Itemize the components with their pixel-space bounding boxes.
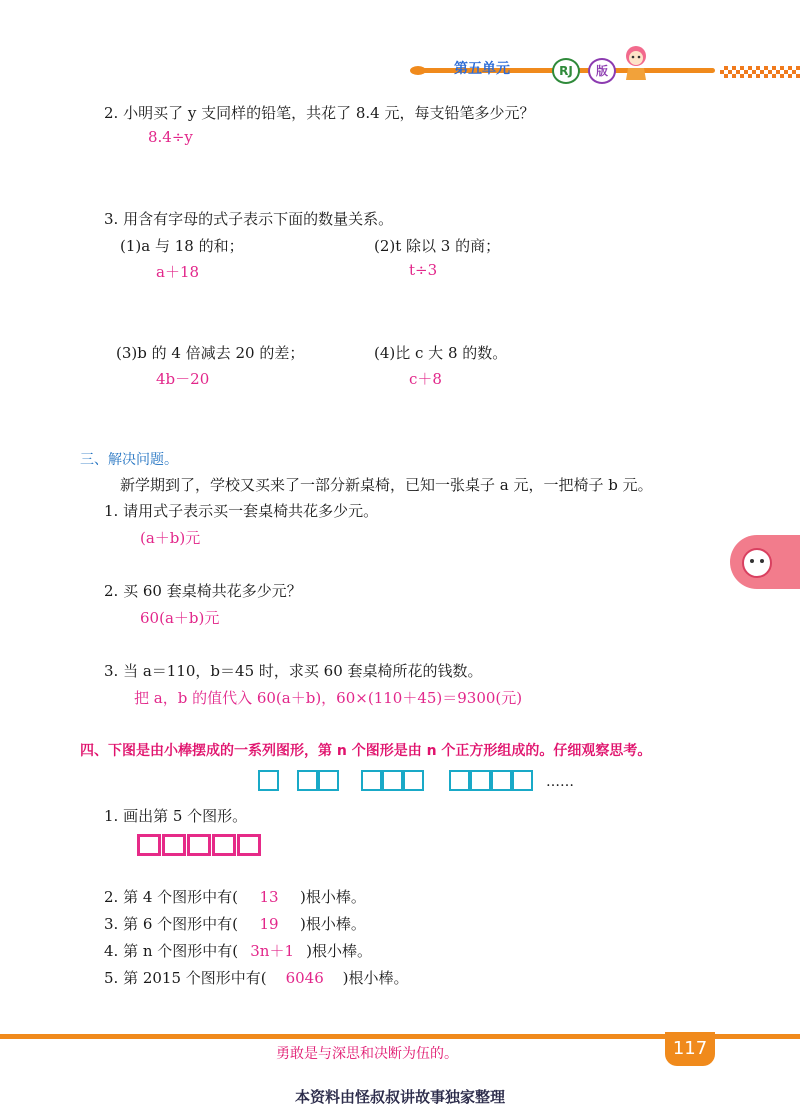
sequence-ellipsis: …… bbox=[546, 774, 574, 790]
page-number: 117 bbox=[665, 1032, 715, 1066]
edition-badge-rj: RJ bbox=[552, 58, 580, 84]
edition-badge-ban: 版 bbox=[588, 58, 616, 84]
q2-suffix: )根小棒。 bbox=[300, 888, 366, 906]
s3-answer-1: (a＋b)元 bbox=[140, 529, 201, 547]
s3-question-2: 2. 买 60 套桌椅共花多少元？ bbox=[104, 582, 302, 600]
subq-1: (1)a 与 18 的和； bbox=[120, 237, 244, 255]
s4-question-3 bbox=[104, 913, 366, 934]
q4-suffix: )根小棒。 bbox=[306, 942, 372, 960]
s3-answer-2: 60(a＋b)元 bbox=[140, 609, 220, 627]
q2-answer: 13 bbox=[259, 888, 279, 906]
q3-suffix: )根小棒。 bbox=[300, 915, 366, 933]
header-checker-pattern bbox=[720, 66, 800, 78]
subans-4: c＋8 bbox=[409, 370, 442, 388]
s3-question-3: 3. 当 a＝110，b＝45 时，求买 60 套桌椅所花的钱数。 bbox=[104, 662, 483, 680]
q5-answer: 6046 bbox=[285, 969, 324, 987]
mascot-icon bbox=[616, 42, 656, 82]
q4-answer: 3n＋1 bbox=[250, 942, 295, 960]
section-3-title: 三、解决问题。 bbox=[80, 452, 178, 468]
q3-prefix: 3. 第 6 个图形中有( bbox=[104, 915, 239, 933]
subq-3: (3)b 的 4 倍减去 20 的差； bbox=[116, 344, 305, 362]
subq-4: (4)比 c 大 8 的数。 bbox=[374, 344, 508, 362]
q4-prefix: 4. 第 n 个图形中有( bbox=[104, 942, 239, 960]
question-3: 3. 用含有字母的式子表示下面的数量关系。 bbox=[104, 210, 394, 228]
s4-question-1: 1. 画出第 5 个图形。 bbox=[104, 807, 248, 825]
s4-question-5 bbox=[104, 967, 409, 988]
q5-suffix: )根小棒。 bbox=[342, 969, 409, 987]
q2-prefix: 2. 第 4 个图形中有( bbox=[104, 888, 239, 906]
q5-prefix: 5. 第 2015 个图形中有( bbox=[104, 969, 267, 987]
question-2: 2. 小明买了 y 支同样的铅笔，共花了 8.4 元，每支铅笔多少元？ bbox=[104, 104, 535, 122]
section-4-title: 四、下图是由小棒摆成的一系列图形，第 n 个图形是由 n 个正方形组成的。仔细观察思考。 bbox=[80, 743, 652, 759]
subans-1: a＋18 bbox=[156, 263, 200, 281]
unit-title: 第五单元 bbox=[454, 61, 510, 77]
s4-question-4 bbox=[104, 940, 372, 961]
answer-2: 8.4÷y bbox=[148, 128, 193, 146]
s3-answer-3: 把 a，b 的值代入 60(a＋b)，60×(110＋45)＝9300(元) bbox=[134, 689, 523, 707]
subans-2: t÷3 bbox=[409, 261, 438, 279]
s4-question-2 bbox=[104, 886, 366, 907]
subq-2: (2)t 除以 3 的商； bbox=[374, 237, 501, 255]
subans-3: 4b－20 bbox=[156, 370, 210, 388]
footer-quote: 勇敢是与深思和决断为伍的。 bbox=[276, 1046, 458, 1062]
credit-line: 本资料由怪叔叔讲故事独家整理 bbox=[294, 1088, 505, 1106]
section-3-intro: 新学期到了，学校又买来了一部分新桌椅，已知一张桌子 a 元，一把椅子 b 元。 bbox=[120, 476, 653, 494]
q3-answer: 19 bbox=[259, 915, 279, 933]
side-tab-face-icon bbox=[742, 548, 772, 578]
s3-question-1: 1. 请用式子表示买一套桌椅共花多少元。 bbox=[104, 502, 379, 520]
